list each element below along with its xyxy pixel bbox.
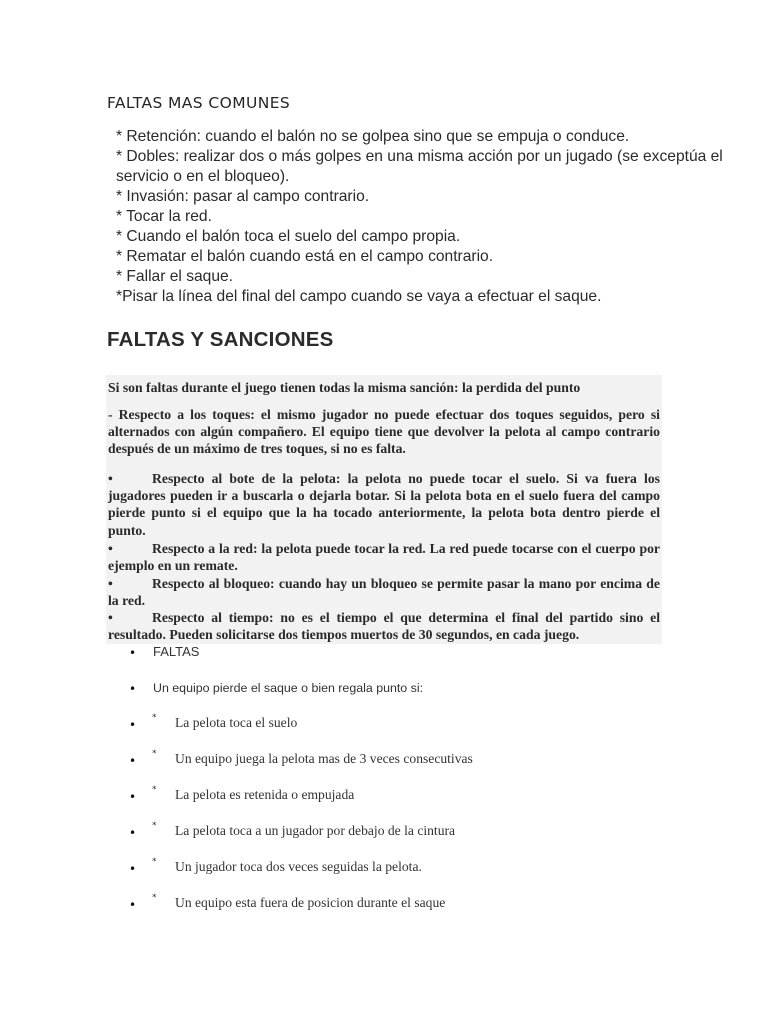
sub-list-item: La pelota es retenida o empujada: [175, 787, 355, 802]
list-item-faltas: FALTAS: [153, 644, 200, 659]
sub-list-item: Un equipo juega la pelota mas de 3 veces consecutivas: [175, 751, 473, 766]
faltas-line: * Invasión: pasar al campo contrario.: [116, 188, 370, 205]
bullet-icon: •: [108, 541, 113, 556]
sub-marker-icon: *: [152, 857, 157, 867]
faltas-line: * Fallar el saque.: [116, 268, 234, 285]
bullet-icon: •: [108, 610, 113, 625]
sub-marker-icon: *: [152, 893, 157, 903]
touches-rule: - Respecto a los toques: el mismo jugador no puede efectuar dos toques seguidos, pero si alternados con algún compañero. El equipo tiene que devolver la pelota al campo contrario después de un máximo de tres toques, si no es falta.: [108, 407, 660, 457]
bullet-icon: •: [129, 646, 137, 660]
bullet-icon: •: [129, 862, 137, 876]
bullet-time: • Respecto al tiempo: no es el tiempo el que determina el final del partido sino el resultado. Pueden solicitarse dos tiempos muertos de 30 segundos, en cada juego.: [108, 610, 660, 643]
sub-list-item: La pelota toca el suelo: [175, 715, 298, 730]
sub-list-item: Un jugador toca dos veces seguidas la pelota.: [175, 859, 422, 874]
bullet-icon: •: [129, 718, 137, 732]
bullet-net: • Respecto a la red: la pelota puede tocar la red. La red puede tocarse con el cuerpo por ejemplo en un remate.: [108, 541, 660, 574]
sub-list-item: Un equipo esta fuera de posicion durante el saque: [175, 895, 446, 910]
sub-marker-icon: *: [152, 713, 157, 723]
bullet-ball-bounce: • Respecto al bote de la pelota: la pelota no puede tocar el suelo. Si va fuera los jugadores pueden ir a buscarla o dejarla botar. Si la pelota bota en el suelo fuera del campo pierde punto si el equipo que la ha tocado anteriormente, la pelota bota dentro pierde el punto.: [108, 471, 660, 538]
bullet-icon: •: [129, 754, 137, 768]
faltas-line: * Retención: cuando el balón no se golpea sino que se empuja o conduce.: [116, 128, 630, 145]
sub-marker-icon: *: [152, 821, 157, 831]
section-heading-faltas-sanciones: FALTAS Y SANCIONES: [107, 328, 334, 351]
list-item-pierde-saque: Un equipo pierde el saque o bien regala punto si:: [153, 681, 424, 695]
bullet-icon: •: [129, 790, 137, 804]
section-heading-faltas-comunes: FALTAS MAS COMUNES: [107, 94, 291, 112]
bullet-block: • Respecto al bloqueo: cuando hay un bloqueo se permite pasar la mano por encima de la red.: [108, 576, 660, 609]
bullet-icon: •: [129, 826, 137, 840]
faltas-line: servicio o en el bloqueo).: [116, 168, 290, 185]
sanctions-intro: Si son faltas durante el juego tienen todas la misma sanción: la perdida del punto: [108, 380, 581, 395]
bullet-icon: •: [129, 682, 137, 696]
faltas-line: * Tocar la red.: [116, 208, 212, 225]
bullet-icon: •: [129, 898, 137, 912]
sub-list-item: La pelota toca a un jugador por debajo de la cintura: [175, 823, 456, 838]
faltas-line: * Cuando el balón toca el suelo del campo propia.: [116, 228, 461, 245]
sub-marker-icon: *: [152, 749, 157, 759]
bullet-icon: •: [108, 576, 113, 591]
faltas-line: *Pisar la línea del final del campo cuando se vaya a efectuar el saque.: [116, 288, 602, 305]
faltas-line: * Rematar el balón cuando está en el campo contrario.: [116, 248, 494, 265]
bullet-icon: •: [108, 471, 113, 486]
faltas-line: * Dobles: realizar dos o más golpes en una misma acción por un jugado (se exceptúa el: [116, 148, 723, 165]
sub-marker-icon: *: [152, 785, 157, 795]
